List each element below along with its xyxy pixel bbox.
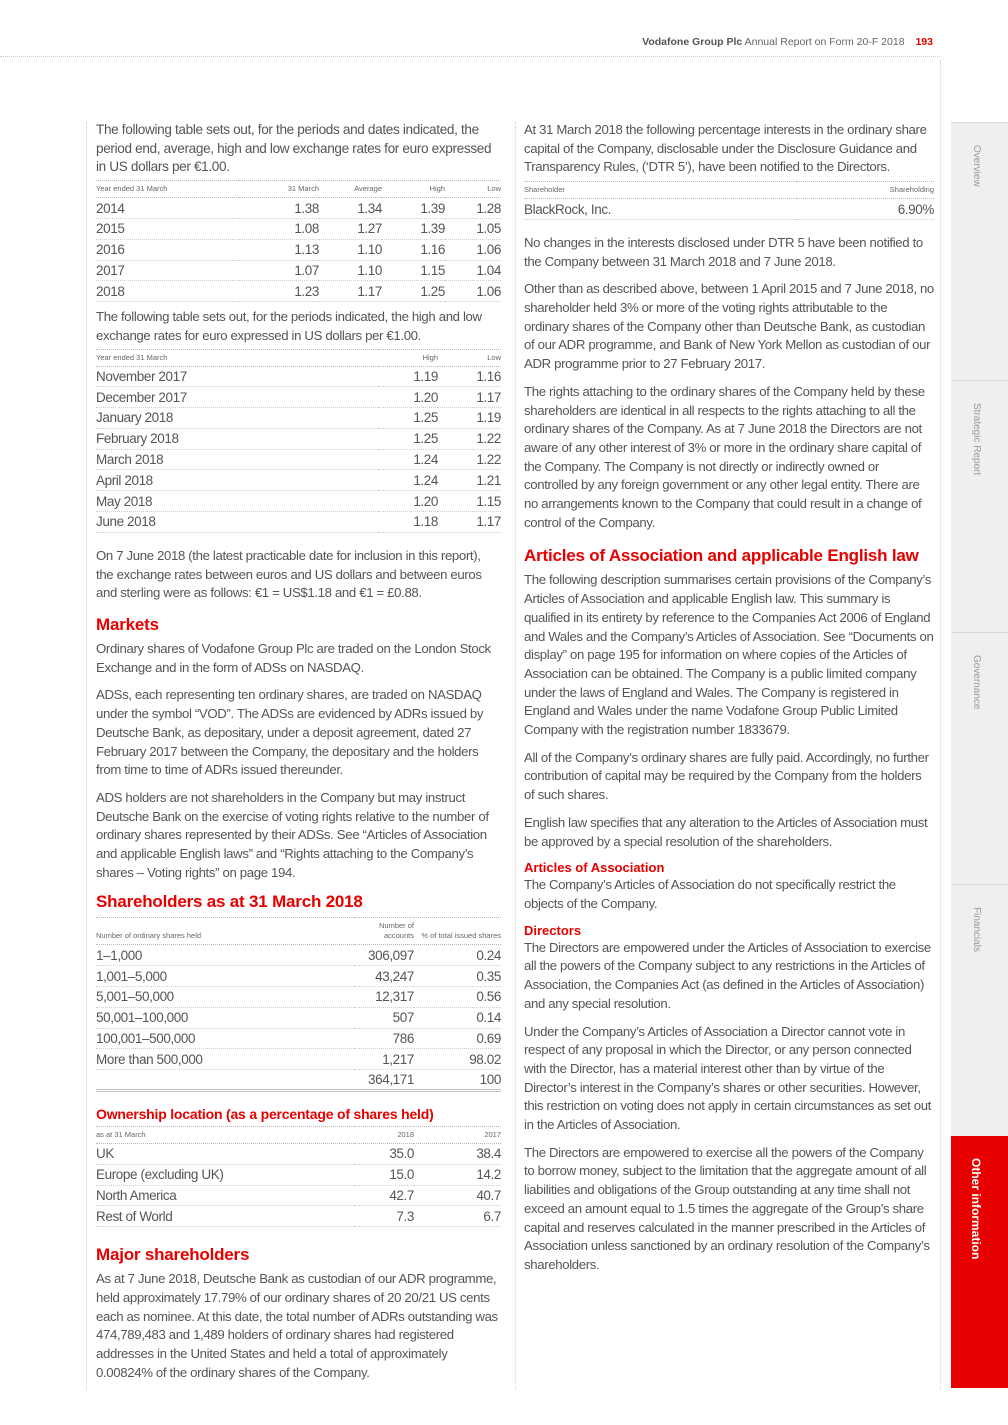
company-name: Vodafone Group Plc [642, 36, 743, 48]
annual-exchange-rates-table [96, 180, 501, 302]
tab-label: Other information [969, 1158, 983, 1260]
cell: 1.28 [445, 198, 501, 219]
col-header: Low [438, 349, 501, 366]
table-row [96, 1049, 501, 1070]
tab-label: Strategic Report [971, 403, 982, 476]
cell: 1.15 [438, 491, 501, 512]
cell: 1.23 [239, 281, 319, 302]
cell: 1.10 [319, 239, 382, 260]
table-row [96, 987, 501, 1008]
cell: 1.22 [438, 428, 501, 449]
voting-rights-paragraph: Other than as described above, between 1 April 2015 and 7 June 2018, no shareholder held 3% or more of the voting rights attributable to the ordinary shares of the Company other than Deutsche Bank, as custodian of our ADR programme, and Bank of New York Mellon as custodian of our ADR programme prior to 27 February 2017. [524, 281, 934, 372]
table-row [96, 366, 501, 387]
page-number: 193 [915, 36, 933, 48]
cell: 1–1,000 [96, 945, 354, 966]
tab-label: Financials [971, 907, 982, 953]
articles-sub-paragraph: The Company’s Articles of Association do not specifically restrict the objects of the Company. [524, 877, 896, 911]
shareholders-heading: Shareholders as at 31 March 2018 [96, 892, 363, 912]
cell: November 2017 [96, 366, 378, 387]
markets-paragraph-2: ADSs, each representing ten ordinary shares, are traded on NASDAQ under the symbol “VOD”. The ADSs are evidenced by ADRs issued by Deutsche Bank, as depositary, under a deposit agreement, dated 27 February 2017 between the Company, the depositary and the holders from time to time of ADRs issued thereunder. [96, 687, 484, 778]
cell: 1.27 [319, 218, 382, 239]
tab-governance[interactable] [951, 632, 1008, 884]
articles-paragraph-3: English law specifies that any alteration to the Articles of Association must be approved by a special resolution of the shareholders. [524, 814, 928, 849]
cell: UK [96, 1144, 354, 1165]
column-divider-left [86, 122, 87, 1390]
shareholders-table [96, 917, 501, 1092]
cell: 1.21 [438, 470, 501, 491]
table-row [96, 945, 501, 966]
cell: February 2018 [96, 428, 378, 449]
rights-attaching-paragraph: The rights attaching to the ordinary shares of the Company held by these shareholders are identical in all respects to the rights attaching to all the ordinary shares of the Company. As at 7 June 2018 the Directors are not aware of any other interest of 3% or more in the ordinary share capital of the Company. The Company is not directly or indirectly owned or controlled by any foreign government or any other legal entity. There are no arrangements known to the Company that could result in a change of control of the Company. [524, 383, 925, 530]
tab-financials[interactable] [951, 884, 1008, 1136]
cell: 6.90% [796, 199, 934, 220]
cell: March 2018 [96, 449, 378, 470]
table-row [96, 239, 501, 260]
cell: June 2018 [96, 512, 378, 533]
table-row [96, 281, 501, 302]
cell: 1.04 [445, 260, 501, 281]
table-row [96, 387, 501, 408]
cell: 0.56 [414, 987, 501, 1008]
articles-subheading: Articles of Association [524, 860, 665, 876]
cell: 0.69 [414, 1028, 501, 1049]
table-row [96, 512, 501, 533]
markets-paragraph-1: Ordinary shares of Vodafone Group Plc are traded on the London Stock Exchange and in the form of ADSs on NASDAQ. [96, 640, 491, 675]
col-header: 31 March [239, 181, 319, 198]
cell: 1.24 [378, 449, 438, 470]
cell: 1.22 [438, 449, 501, 470]
tab-label: Overview [971, 145, 982, 187]
dtr5-intro: At 31 March 2018 the following percentage interests in the ordinary share capital of the Company, disclosable under the Disclosure Guidance and Transparency Rules, (‘DTR 5’), have been notified to the Directors. [524, 122, 927, 175]
table-row [96, 1185, 501, 1206]
directors-subheading: Directors [524, 922, 582, 938]
col-header: Shareholder [524, 182, 796, 199]
cell: 1.13 [239, 239, 319, 260]
table-row [96, 408, 501, 429]
directors-paragraph-1: The Directors are empowered under the Articles of Association to exercise all the powers of the Company subject to any restrictions in the Articles of Association, the Companies Act (as defined in the Articles of Association) and any special resolution. [524, 939, 931, 1011]
cell: 1.39 [382, 198, 445, 219]
cell: 14.2 [414, 1164, 501, 1185]
cell: North America [96, 1185, 354, 1206]
cell: 50,001–100,000 [96, 1007, 354, 1028]
directors-paragraph-3: The Directors are empowered to exercise all the powers of the Company to borrow money, subject to the limitation that the aggregate amount of all liabilities and obligations of the Group outstanding at any time shall not exceed an amount equal to 1.5 times the aggregate of the Group’s share capital and reserves calculated in the manner prescribed in the Articles of Association unless sanctioned by an ordinary resolution of the Company’s shareholders. [524, 1144, 930, 1272]
cell: December 2017 [96, 387, 378, 408]
cell: 42.7 [354, 1185, 414, 1206]
cell: 7.3 [354, 1206, 414, 1227]
cell: 1.25 [378, 428, 438, 449]
markets-heading: Markets [96, 614, 159, 634]
table-row [96, 1206, 501, 1227]
cell: Europe (excluding UK) [96, 1164, 354, 1185]
cell: 786 [354, 1028, 414, 1049]
cell: 1.15 [382, 260, 445, 281]
cell: 100 [414, 1070, 501, 1091]
major-shareholders-paragraph: As at 7 June 2018, Deutsche Bank as custodian of our ADR programme, held approximately 17.79% of our ordinary shares of 20 20/21 US cents each as nominee. At this date, the total number of ADRs outstanding was 474,789,483 and 1,489 holders of ordinary shares had registered addresses in the United States and held a total of approximately 0.00824% of the ordinary shares of the Company. [96, 1271, 498, 1380]
cell: 12,317 [354, 987, 414, 1008]
cell: 15.0 [354, 1164, 414, 1185]
cell: April 2018 [96, 470, 378, 491]
cell: 1,001–5,000 [96, 966, 354, 987]
column-divider-middle [515, 122, 516, 1390]
cell: 0.14 [414, 1007, 501, 1028]
table-row [96, 470, 501, 491]
cell: 1.10 [319, 260, 382, 281]
cell: 43,247 [354, 966, 414, 987]
cell: 1.19 [438, 408, 501, 429]
cell: 35.0 [354, 1144, 414, 1165]
cell: 38.4 [414, 1144, 501, 1165]
table-row [96, 1028, 501, 1049]
exchange-intro-1: The following table sets out, for the periods and dates indicated, the period end, average, high and low exchange rates for euro expressed in US dollars per €1.00. [96, 122, 492, 175]
cell: 1.20 [378, 491, 438, 512]
tab-overview[interactable] [951, 122, 1008, 380]
col-header: Year ended 31 March [96, 181, 239, 198]
cell: 1.39 [382, 218, 445, 239]
col-header: Number of ordinary shares held [96, 918, 354, 945]
cell: 1.16 [438, 366, 501, 387]
table-row [96, 491, 501, 512]
cell: 100,001–500,000 [96, 1028, 354, 1049]
cell: 0.24 [414, 945, 501, 966]
cell: 2016 [96, 239, 239, 260]
markets-paragraph-3: ADS holders are not shareholders in the Company but may instruct Deutsche Bank on the exercise of voting rights relative to the number of ordinary shares represented by their ADSs. See “Articles of Association and applicable English laws” and “Rights attaching to the Company’s shares – Voting rights” on page 194. [96, 789, 489, 880]
table-row [96, 198, 501, 219]
col-header: as at 31 March [96, 1127, 354, 1144]
table-row [96, 1144, 501, 1165]
cell: Rest of World [96, 1206, 354, 1227]
articles-heading: Articles of Association and applicable English law [524, 546, 919, 566]
rates-note: On 7 June 2018 (the latest practicable date for inclusion in this report), the exchange rates between euros and US dollars and between euros and sterling were as follows: €1 = US$1.18 and €1 = £0.88. [96, 547, 482, 601]
page-header [642, 36, 933, 48]
cell: 1.34 [319, 198, 382, 219]
cell: 1.16 [382, 239, 445, 260]
monthly-exchange-rates-table [96, 349, 501, 533]
column-divider-right [940, 60, 941, 1390]
cell: 1.25 [382, 281, 445, 302]
cell: 1.06 [445, 239, 501, 260]
cell: 306,097 [354, 945, 414, 966]
cell: 1.08 [239, 218, 319, 239]
cell: 6.7 [414, 1206, 501, 1227]
table-row [96, 428, 501, 449]
cell: 1.24 [378, 470, 438, 491]
col-header: % of total issued shares [414, 918, 501, 945]
ownership-heading: Ownership location (as a percentage of shares held) [96, 1106, 434, 1122]
articles-paragraph-1: The following description summarises certain provisions of the Company’s Articles of Association and applicable English law. This summary is qualified in its entirety by reference to the Companies Act 2006 of England and Wales and the Company’s Articles of Association. See “Documents on display” on page 195 for information on where copies of the Articles of Association can be obtained. The Company is a public limited company under the laws of England and Wales. The Company is registered in England and Wales under the name Vodafone Group Public Limited Company with the registration number 1833679. [524, 572, 934, 738]
report-title: Annual Report on Form 20-F 2018 [744, 36, 905, 48]
col-header: High [382, 181, 445, 198]
cell: 1.05 [445, 218, 501, 239]
cell: 2018 [96, 281, 239, 302]
table-row [524, 199, 934, 220]
left-column [96, 121, 501, 1391]
cell: 364,171 [354, 1070, 414, 1091]
cell: 1.18 [378, 512, 438, 533]
cell: 1.19 [378, 366, 438, 387]
cell: 2015 [96, 218, 239, 239]
cell: 2014 [96, 198, 239, 219]
cell: 98.02 [414, 1049, 501, 1070]
cell: 1.25 [378, 408, 438, 429]
table-row [96, 260, 501, 281]
cell: May 2018 [96, 491, 378, 512]
directors-paragraph-2: Under the Company’s Articles of Association a Director cannot vote in respect of any proposal in which the Director, or any person connected with the Director, has a material interest other than by virtue of the Director’s interest in the Company’s shares or other securities. However, this restriction on voting does not apply in certain circumstances as set out in the Articles of Association. [524, 1023, 931, 1133]
cell: 1.20 [378, 387, 438, 408]
table-row [96, 1164, 501, 1185]
col-header: Average [319, 181, 382, 198]
cell: 1.06 [445, 281, 501, 302]
cell: 1.17 [319, 281, 382, 302]
table-row [96, 218, 501, 239]
ownership-location-table [96, 1126, 501, 1227]
cell: 1.17 [438, 387, 501, 408]
cell: 2017 [96, 260, 239, 281]
cell: More than 500,000 [96, 1049, 354, 1070]
col-header: Shareholding [796, 182, 934, 199]
major-shareholders-heading: Major shareholders [96, 1245, 250, 1265]
col-header: High [378, 349, 438, 366]
cell: 507 [354, 1007, 414, 1028]
dtr5-no-changes: No changes in the interests disclosed under DTR 5 have been notified to the Company between 31 March 2018 and 7 June 2018. [524, 234, 923, 269]
right-column [524, 121, 934, 1281]
table-row [96, 966, 501, 987]
col-header: Number of accounts [354, 918, 414, 945]
header-divider [0, 56, 940, 57]
tab-label: Governance [971, 655, 982, 710]
cell: January 2018 [96, 408, 378, 429]
exchange-intro-2: The following table sets out, for the periods indicated, the high and low exchange rates for euro expressed in US dollars per €1.00. [96, 309, 482, 343]
col-header: Low [445, 181, 501, 198]
cell: 1.07 [239, 260, 319, 281]
col-header: 2018 [354, 1127, 414, 1144]
cell: 0.35 [414, 966, 501, 987]
articles-paragraph-2: All of the Company’s ordinary shares are fully paid. Accordingly, no further contribution of capital may be required by the Company from the holders of such shares. [524, 749, 929, 803]
tab-strategic-report[interactable] [951, 380, 1008, 632]
notified-holdings-table [524, 181, 934, 220]
table-total-row [96, 1070, 501, 1091]
tab-other-information[interactable] [951, 1136, 1008, 1388]
cell: 1,217 [354, 1049, 414, 1070]
col-header: 2017 [414, 1127, 501, 1144]
col-header: Year ended 31 March [96, 349, 378, 366]
cell [96, 1070, 354, 1091]
table-row [96, 1007, 501, 1028]
cell: 1.17 [438, 512, 501, 533]
cell: 5,001–50,000 [96, 987, 354, 1008]
cell: 1.38 [239, 198, 319, 219]
table-row [96, 449, 501, 470]
cell: BlackRock, Inc. [524, 199, 796, 220]
cell: 40.7 [414, 1185, 501, 1206]
